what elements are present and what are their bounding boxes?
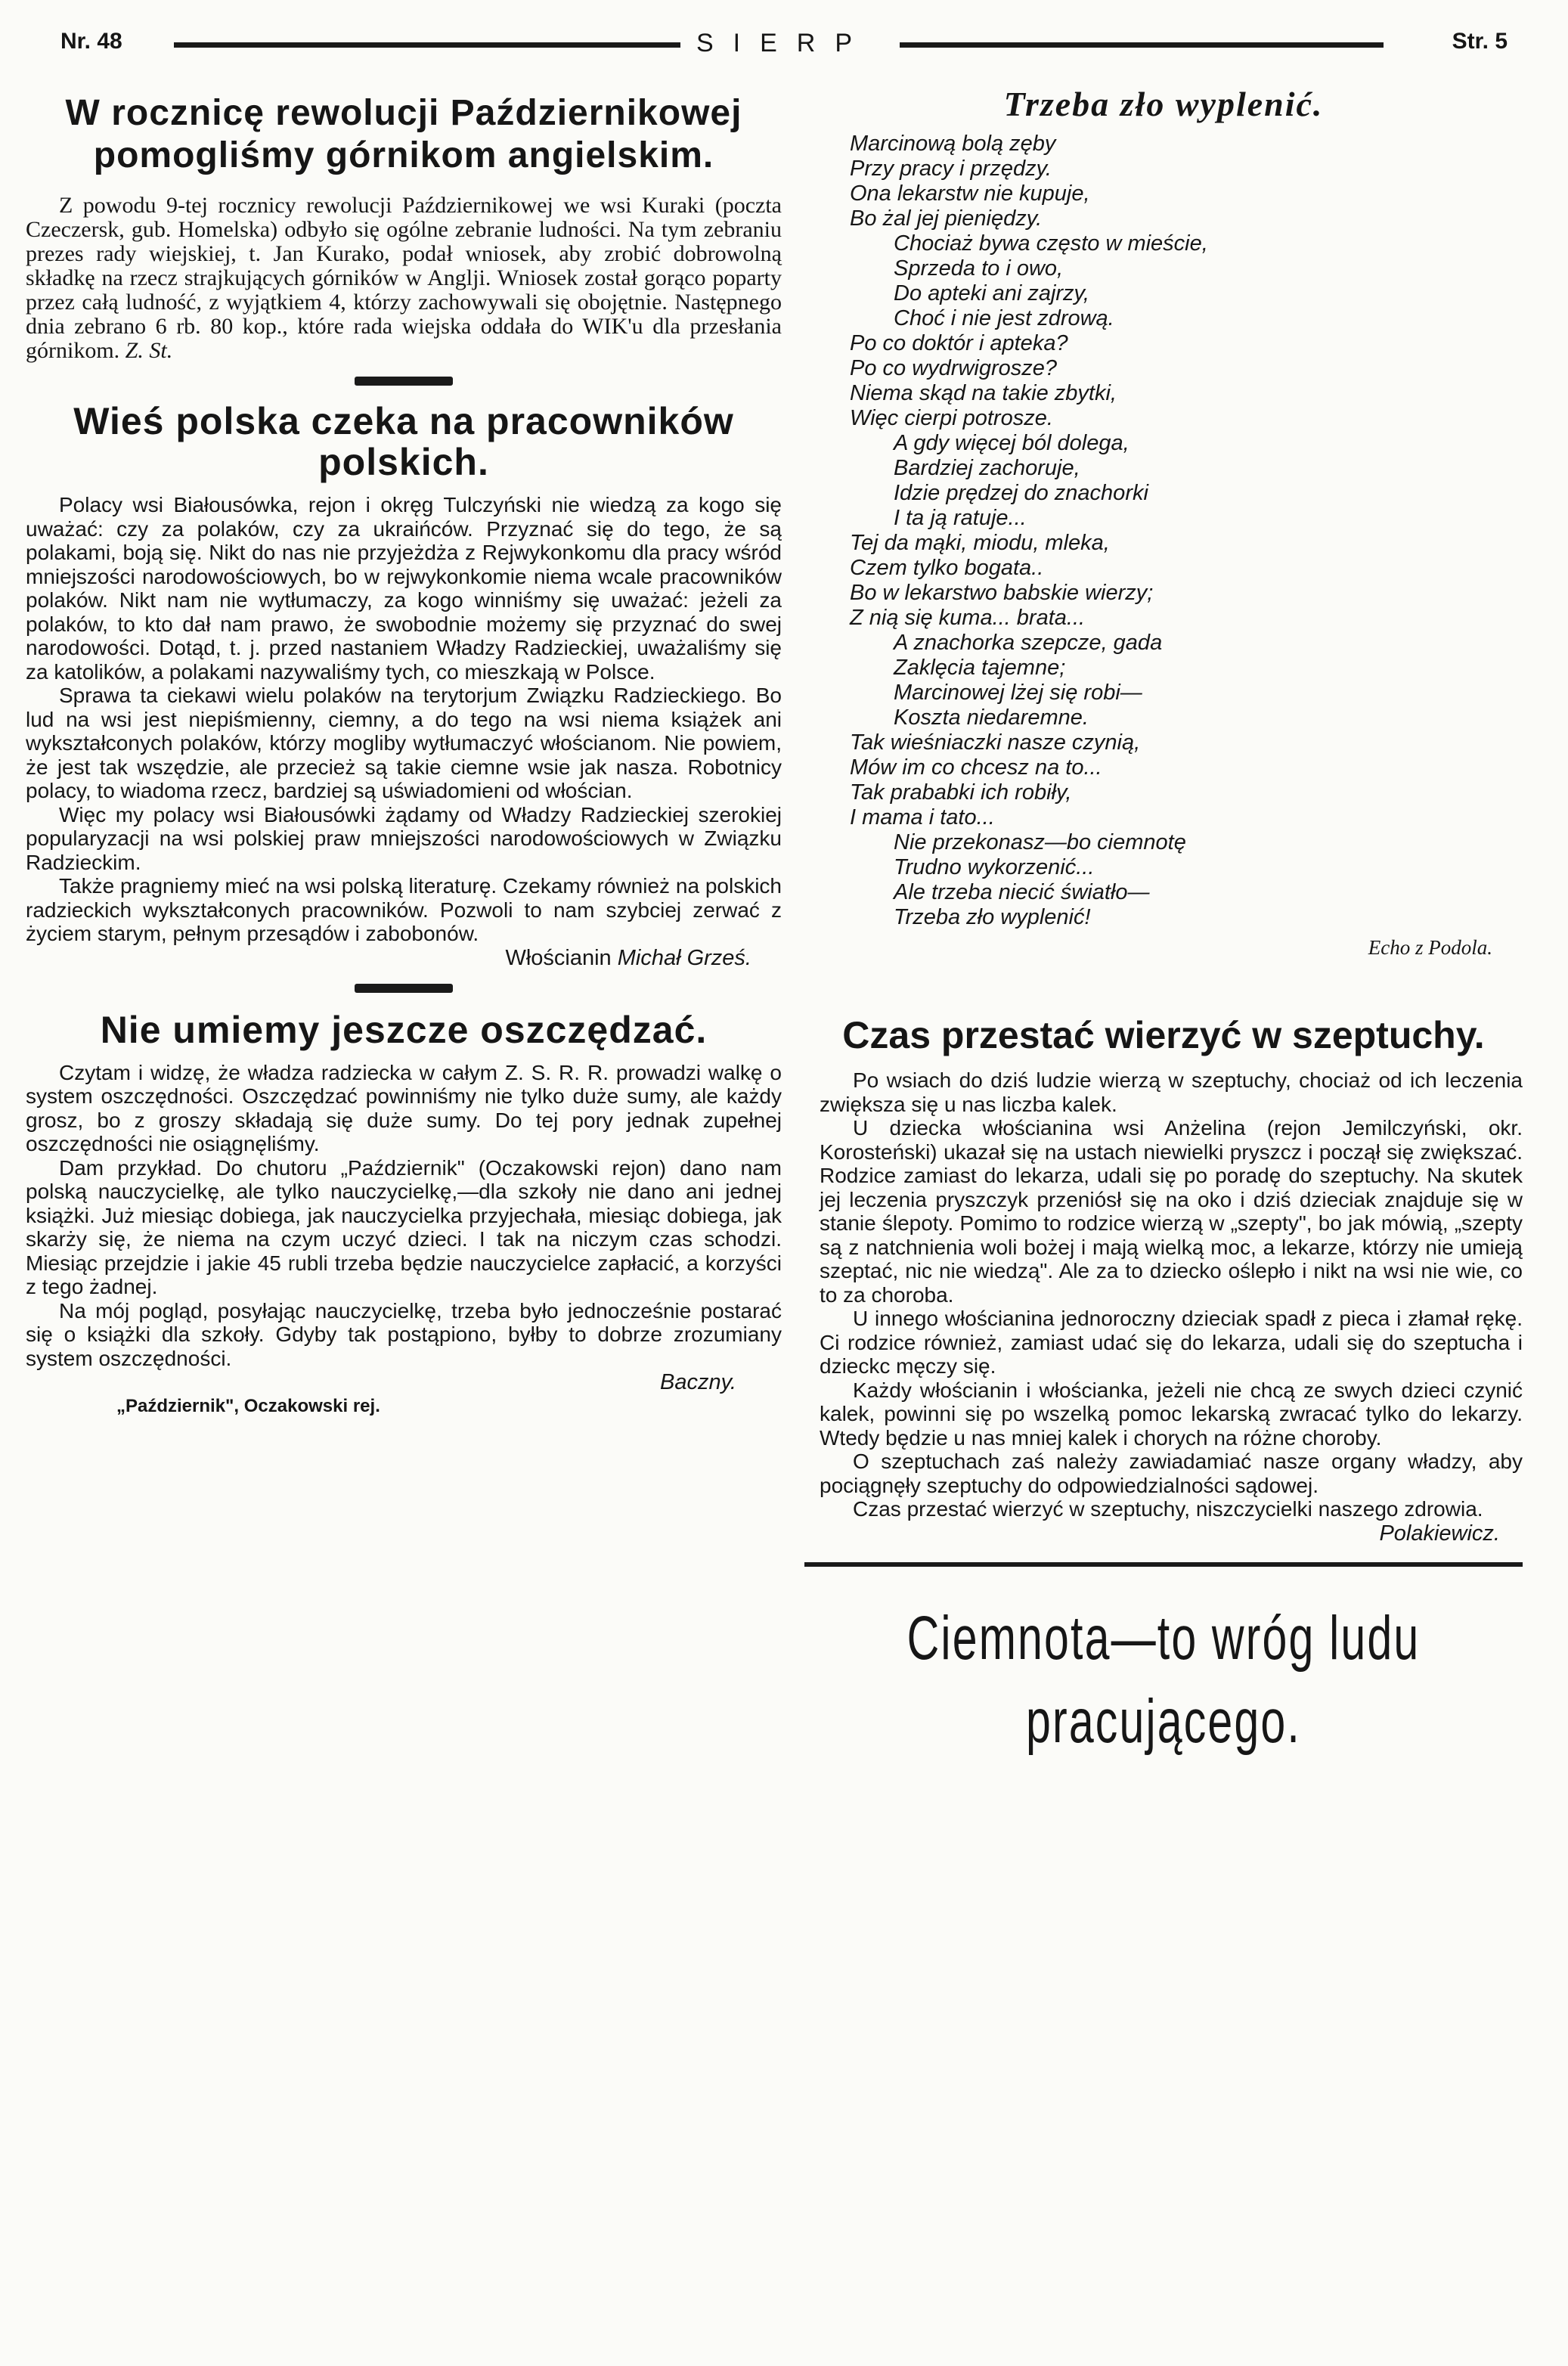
poem-line: Do apteki ani zajrzy,: [894, 281, 1089, 305]
poem-line: Koszta niedaremne.: [894, 705, 1089, 730]
poem-source: Echo z Podola.: [1368, 936, 1492, 959]
header-rule-right: [900, 42, 1384, 48]
poem-line: Bardziej zachoruje,: [894, 456, 1080, 480]
slogan-box: [804, 1597, 1523, 1763]
signature-role: Włościanin: [505, 945, 612, 970]
article-paragraph: Także pragniemy mieć na wsi polską literaturę. Czekamy również na polskich radzieckich wykształconych pracowników. Pozwoli to nam szybciej zerwać z życiem starym, pełnym przesądów i zabobonów.: [26, 874, 782, 945]
poem-line: Tak wieśniaczki nasze czynią,: [850, 730, 1141, 755]
poem-line: Mów im co chcesz na to...: [850, 755, 1102, 780]
poem-body: [804, 132, 1523, 930]
article-body: [26, 194, 782, 363]
article-title: Czas przestać wierzyć w szeptuchy.: [842, 1014, 1485, 1056]
article-body: [804, 1068, 1523, 1521]
article-paragraph: U innego włościanina jednoroczny dzieciak spadł z pieca i złamał rękę. Ci rodzice również, zamiast udać się do lekarza, udali się do szeptucha i dzieckc męczy się.: [820, 1307, 1523, 1378]
article-title: Nie umiemy jeszcze oszczędzać.: [100, 1008, 708, 1051]
article-signature: [26, 946, 782, 970]
poem-line: Niema skąd na takie zbytki,: [850, 381, 1117, 405]
poem-line: Z nią się kuma... brata...: [850, 606, 1086, 630]
article-body: [26, 493, 782, 946]
article-signature: [26, 1370, 782, 1394]
poem: [804, 83, 1523, 960]
article-paragraph: Po wsiach do dziś ludzie wierzą w szeptuchy, chociaż od ich leczenia zwiększa się u nas liczba kalek.: [820, 1068, 1523, 1116]
article-title: W rocznicę rewolucji Październikowej pomogliśmy górnikom angielskim.: [65, 93, 742, 175]
poem-line: A gdy więcej ból dolega,: [894, 431, 1130, 455]
article-paragraph: Czas przestać wierzyć w szeptuchy, niszczycielki naszego zdrowia.: [853, 1497, 1483, 1521]
issue-number: Nr. 48: [60, 29, 122, 54]
poem-line: Więc cierpi potrosze.: [850, 406, 1053, 430]
poem-line: Przy pracy i przędzy.: [850, 157, 1052, 181]
poem-line: Chociaż bywa często w mieście,: [894, 231, 1208, 256]
poem-line: Trzeba zło wyplenić!: [894, 905, 1091, 929]
location-text: „Październik", Oczakowski rej.: [116, 1396, 380, 1416]
section-separator: [355, 984, 453, 993]
article-rocznica: [26, 92, 782, 363]
poem-line: Tak prababki ich robiły,: [850, 780, 1072, 805]
slogan-line: Ciemnota—to wróg ludu: [906, 1603, 1421, 1673]
poem-line: Nie przekonasz—bo ciemnotę: [894, 830, 1186, 854]
article-szeptuchy: [804, 1012, 1523, 1546]
article-paragraph: Na mój pogląd, posyłając nauczycielkę, trzeba było jednocześnie postarać się o książki dla szkoły. Gdyby tak postąpiono, byłby to dobrze zrozumiany system oszczędności.: [26, 1298, 782, 1370]
poem-line: Ona lekarstw nie kupuje,: [850, 181, 1090, 206]
poem-line: Bo w lekarstwo babskie wierzy;: [850, 581, 1154, 605]
poem-line: Trudno wykorzenić...: [894, 855, 1095, 879]
signature-name: Baczny.: [659, 1370, 736, 1394]
poem-line: Idzie prędzej do znachorki: [894, 481, 1148, 505]
poem-title: Trzeba zło wyplenić.: [1003, 85, 1324, 123]
article-paragraph: Dam przykład. Do chutoru „Październik" (Oczakowski rejon) dano nam polską nauczycielkę, ale tylko nauczycielkę,—dla szkoły nie dano ani jednej książki. Już miesiąc dobiega, jak nauczycielka przyjechała, miesiąc dobiega, jak skarży się, że niema na czym uczyć dzieci. I tak na niczym czas schodzi. Miesiąc przejdzie i jakie 45 rubli trzeba będzie nauczycielce zapłacić, a korzyści z tego żadnej.: [26, 1155, 782, 1298]
newspaper-title: SIERP: [696, 29, 872, 57]
slogan-rule: [804, 1562, 1523, 1567]
article-body: [26, 1061, 782, 1371]
poem-line: Marcinowej lżej się robi—: [894, 681, 1142, 705]
poem-line: Po co doktór i apteka?: [850, 331, 1068, 355]
article-paragraph: Polacy wsi Białousówka, rejon i okręg Tulczyński nie wiedzą za kogo się uważać: czy za polaków, czy za ukraińców. Przyznać się do tego, że są polakami, boją się. Nikt do nas nie przyjeżdża z Rejwykonkomu dla pracy wśród mniejszości narodowościowych, bo w rejwykonkomie niema wcale pracowników polaków. Nikt nam nie wytłumaczy, za kogo winniśmy się uważać: jeżeli za polaków, to kto dał nam prawo, że swobodnie możemy się przyznać do swej narodowości. Dotąd, t. j. przed nastaniem Władzy Radzieckiej, uważaliśmy się za katolików, a polakami nazywaliśmy tych, co mieszkają w Polsce.: [26, 493, 782, 684]
section-separator: [355, 377, 453, 386]
page-number: Str. 5: [1452, 29, 1508, 54]
poem-line: Choć i nie jest zdrową.: [894, 306, 1114, 330]
poem-line: Ale trzeba niecić światło—: [894, 880, 1150, 904]
slogan-line: pracującego.: [1025, 1686, 1301, 1756]
poem-line: I mama i tato...: [850, 805, 995, 829]
header-rule-left: [174, 42, 680, 48]
poem-line: Sprzeda to i owo,: [894, 256, 1064, 281]
signature-name: Polakiewicz.: [1379, 1521, 1500, 1546]
poem-line: Bo żal jej pieniędzy.: [850, 206, 1043, 231]
article-wies: [26, 401, 782, 970]
article-location: [26, 1394, 782, 1419]
running-header: [60, 29, 1508, 67]
article-paragraph: U dziecka włościanina wsi Anżelina (rejon Jemilczyński, okr. Korosteński) ukazał się na ustach niewielki pryszcz i począł się zwiększać. Rodzice zamiast do lekarza, udali się po poradę do szeptuchy. Na skutek jej leczenia pryszczyk przeniósł się na oko i dziś dzieciak znajduje się w stanie ślepoty. Pomimo to rodzice wierzą w „szepty", bo jak mówią, „szepty są z natchnienia woli bożej i mają wielką moc, a lekarze, którzy nie umieją szeptać, nic nie wiedzą". Ale za to dziecko oślepło i nikt na wsi nie wie, co to za choroba.: [820, 1116, 1523, 1307]
article-title: Wieś polska czeka na pracowników polskich.: [73, 400, 734, 483]
left-column: [26, 83, 782, 1419]
poem-line: Marcinową bolą zęby: [850, 132, 1056, 156]
article-paragraph: O szeptuchach zaś należy zawiadamiać nasze organy władzy, aby pociągnęły szeptuchy do odpowiedzialności sądowej.: [820, 1450, 1523, 1497]
poem-line: Zaklęcia tajemne;: [894, 656, 1066, 680]
poem-line: I ta ją ratuje...: [894, 506, 1027, 530]
article-oszczedzac: [26, 1008, 782, 1419]
article-signature: Z. St.: [125, 338, 173, 363]
poem-line: Tej da mąki, miodu, mleka,: [850, 531, 1110, 555]
article-signature: [804, 1521, 1523, 1546]
poem-line: Po co wydrwigrosze?: [850, 356, 1057, 380]
article-paragraph: Czytam i widzę, że władza radziecka w całym Z. S. R. R. prowadzi walkę o system oszczędności. Oszczędzać powinniśmy nie tylko duże sumy, ale każdy grosz, bo z groszy składają się duże sumy. Do tej pory jednak zupełnej oszczędności nie osiągnęliśmy.: [26, 1060, 782, 1155]
poem-line: Czem tylko bogata..: [850, 556, 1044, 580]
right-column: [804, 83, 1523, 1763]
signature-name: Michał Grześ.: [617, 945, 751, 970]
poem-line: A znachorka szepcze, gada: [894, 631, 1163, 655]
article-paragraph: Więc my polacy wsi Białousówki żądamy od Władzy Radzieckiej szerokiej popularyzacji na wsi polskiej praw mniejszości narodowościowych w Związku Radzieckim.: [26, 802, 782, 874]
article-text: Z powodu 9-tej rocznicy rewolucji Październikowej we wsi Kuraki (poczta Czeczersk, gub. Homelska) odbyło się ogólne zebranie ludności. Na tym zebraniu prezes rady wiejskiej, t. Jan Kurako, podał wniosek, aby zrobić dobrowolną składkę na rzecz strajkujących górników w Anglji. Wniosek został gorąco poparty przez całą ludność, z wyjątkiem 4, którzy zachowywali się obojętnie. Następnego dnia zebrano 6 rb. 80 kop., które rada wiejska oddała do WIK'u dla przesłania górnikom.: [26, 193, 782, 363]
article-paragraph: Sprawa ta ciekawi wielu polaków na terytorjum Związku Radzieckiego. Bo lud na wsi jest niepiśmienny, ciemny, a do tego na wsi niema książek ani wykształconych polaków, którzy mogliby wytłumaczyć włościanom. Nie powiem, że jest tak wszędzie, ale przecież są takie ciemne wsie jak nasza. Robotnicy polacy, to wiadoma rzecz, bardziej są uświadomieni od włościan.: [26, 684, 782, 802]
article-paragraph: Każdy włościanin i włościanka, jeżeli nie chcą ze swych dzieci czynić kalek, powinni się po wszelką pomoc lekarską zwracać tylko do lekarzy. Wtedy będzie u nas mniej kalek i chorych na różne choroby.: [820, 1378, 1523, 1450]
